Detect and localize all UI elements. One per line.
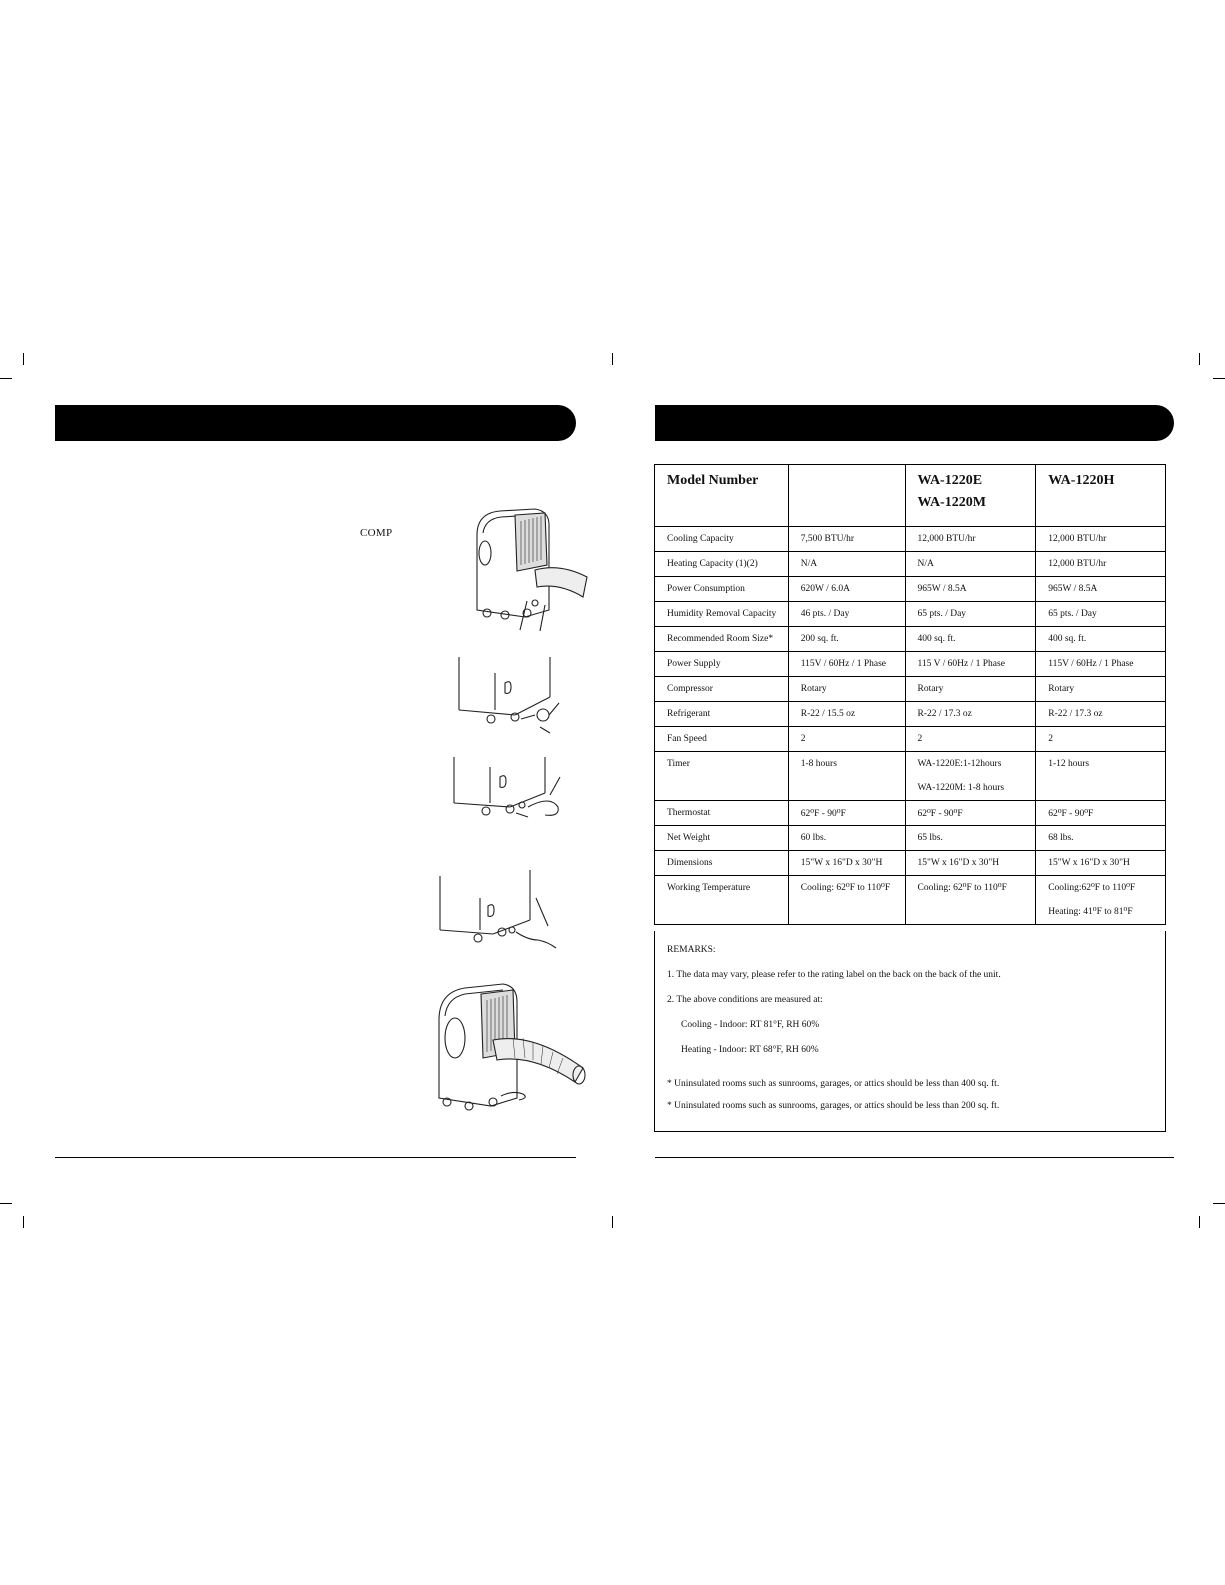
table-row: [655, 727, 1166, 752]
remarks-item-1: 1. The data may vary, please refer to the rating label on the back on the back of the unit.: [667, 970, 1001, 980]
row-label: Humidity Removal Capacity: [655, 602, 789, 627]
row-label: Refrigerant: [655, 702, 789, 727]
cell-value: 965W / 8.5A: [1036, 577, 1166, 602]
table-row: [655, 527, 1166, 552]
cell-value: WA-1220E:1-12hours WA-1220M: 1-8 hours: [905, 752, 1036, 801]
cell-value: 65 pts. / Day: [1036, 602, 1166, 627]
cell-value: 62⁰F - 90⁰F: [788, 801, 905, 826]
cell-value: 46 pts. / Day: [788, 602, 905, 627]
row-label: Compressor: [655, 677, 789, 702]
cell-value: Cooling:62⁰F to 110⁰F Heating: 41⁰F to 81⁰F: [1036, 876, 1166, 925]
table-row: [655, 652, 1166, 677]
cell-value: 15"W x 16"D x 30"H: [788, 851, 905, 876]
cell-value: 2: [788, 727, 905, 752]
row-label: Power Supply: [655, 652, 789, 677]
remarks-box: [654, 931, 1166, 1132]
crop-mark: [23, 353, 24, 365]
table-row: [655, 702, 1166, 727]
remarks-note-400: * Uninsulated rooms such as sunrooms, garages, or attics should be less than 400 sq. ft.: [667, 1079, 1000, 1089]
row-label: Cooling Capacity: [655, 527, 789, 552]
crop-mark: [23, 1216, 24, 1228]
crop-mark: [0, 1203, 12, 1204]
cell-value: 62⁰F - 90⁰F: [905, 801, 1036, 826]
row-label: Recommended Room Size*: [655, 627, 789, 652]
crop-mark: [612, 1216, 613, 1228]
cell-value: N/A: [905, 552, 1036, 577]
cell-value: 12,000 BTU/hr: [1036, 552, 1166, 577]
cell-value: 400 sq. ft.: [1036, 627, 1166, 652]
right-footer-rule: [655, 1157, 1174, 1158]
cell-value: R-22 / 17.3 oz: [1036, 702, 1166, 727]
cell-value: 2: [1036, 727, 1166, 752]
cell-value: 15"W x 16"D x 30"H: [1036, 851, 1166, 876]
table-row-working-temperature: [655, 876, 1166, 925]
table-row: [655, 552, 1166, 577]
table-row: [655, 677, 1166, 702]
cell-value: Cooling: 62⁰F to 110⁰F: [788, 876, 905, 925]
table-row: [655, 826, 1166, 851]
specifications-table: [654, 464, 1166, 925]
cell-value: 12,000 BTU/hr: [905, 527, 1036, 552]
unit-with-exhaust-hose-figure: [433, 980, 598, 1122]
crop-mark: [612, 353, 613, 365]
cell-value: 1-8 hours: [788, 752, 905, 801]
header-wa1220e-wa1220m: WA-1220E WA-1220M: [905, 465, 1036, 527]
remarks-heating-condition: Heating - Indoor: RT 68°F, RH 60%: [681, 1045, 819, 1055]
unit-with-hose-figure: [465, 505, 590, 635]
cell-value: Rotary: [1036, 677, 1166, 702]
cell-value: Cooling: 62⁰F to 110⁰F: [905, 876, 1036, 925]
table-header-row: [655, 465, 1166, 527]
cell-value: 62⁰F - 90⁰F: [1036, 801, 1166, 826]
cell-value: 7,500 BTU/hr: [788, 527, 905, 552]
table-row: [655, 851, 1166, 876]
crop-mark: [1213, 378, 1225, 379]
table-row: [655, 577, 1166, 602]
right-section-banner: [655, 405, 1174, 441]
table-row: [655, 801, 1166, 826]
remarks-title: REMARKS:: [667, 945, 716, 955]
cell-value: 620W / 6.0A: [788, 577, 905, 602]
table-row: [655, 627, 1166, 652]
cell-value: N/A: [788, 552, 905, 577]
crop-mark: [1213, 1203, 1225, 1204]
row-label: Thermostat: [655, 801, 789, 826]
left-section-banner: [55, 405, 576, 441]
cell-value: 65 lbs.: [905, 826, 1036, 851]
cell-value: 60 lbs.: [788, 826, 905, 851]
header-model-number: Model Number: [655, 465, 789, 527]
remarks-cooling-condition: Cooling - Indoor: RT 81°F, RH 60%: [681, 1020, 820, 1030]
row-label: Power Consumption: [655, 577, 789, 602]
row-label: Net Weight: [655, 826, 789, 851]
remarks-note-200: * Uninsulated rooms such as sunrooms, garages, or attics should be less than 200 sq. ft.: [667, 1101, 1000, 1111]
cell-value: 65 pts. / Day: [905, 602, 1036, 627]
drain-hose-floor-figure: [438, 868, 563, 953]
cell-value: 15"W x 16"D x 30"H: [905, 851, 1036, 876]
row-label: Working Temperature: [655, 876, 789, 925]
cell-value: 12,000 BTU/hr: [1036, 527, 1166, 552]
drain-hose-figure: [450, 755, 575, 835]
crop-mark: [0, 378, 12, 379]
cell-value: 200 sq. ft.: [788, 627, 905, 652]
cell-value: 115V / 60Hz / 1 Phase: [788, 652, 905, 677]
cell-value: 2: [905, 727, 1036, 752]
cell-value: 1-12 hours: [1036, 752, 1166, 801]
left-footer-rule: [55, 1157, 576, 1158]
table-row: [655, 602, 1166, 627]
comp-label: COMP: [360, 527, 393, 539]
cell-value: 400 sq. ft.: [905, 627, 1036, 652]
remarks-item-2: 2. The above conditions are measured at:: [667, 995, 823, 1005]
crop-mark: [1199, 353, 1200, 365]
cell-value: R-22 / 17.3 oz: [905, 702, 1036, 727]
crop-mark: [1199, 1216, 1200, 1228]
cell-value: R-22 / 15.5 oz: [788, 702, 905, 727]
table-row-timer: [655, 752, 1166, 801]
cell-value: Rotary: [905, 677, 1036, 702]
row-label: Heating Capacity (1)(2): [655, 552, 789, 577]
cell-value: 115 V / 60Hz / 1 Phase: [905, 652, 1036, 677]
header-wa1220h: WA-1220H: [1036, 465, 1166, 527]
cell-value: Rotary: [788, 677, 905, 702]
cell-value: 115V / 60Hz / 1 Phase: [1036, 652, 1166, 677]
drain-plug-figure: [455, 655, 580, 740]
row-label: Dimensions: [655, 851, 789, 876]
cell-value: 68 lbs.: [1036, 826, 1166, 851]
row-label: Timer: [655, 752, 789, 801]
row-label: Fan Speed: [655, 727, 789, 752]
cell-value: 965W / 8.5A: [905, 577, 1036, 602]
header-blank: [788, 465, 905, 527]
